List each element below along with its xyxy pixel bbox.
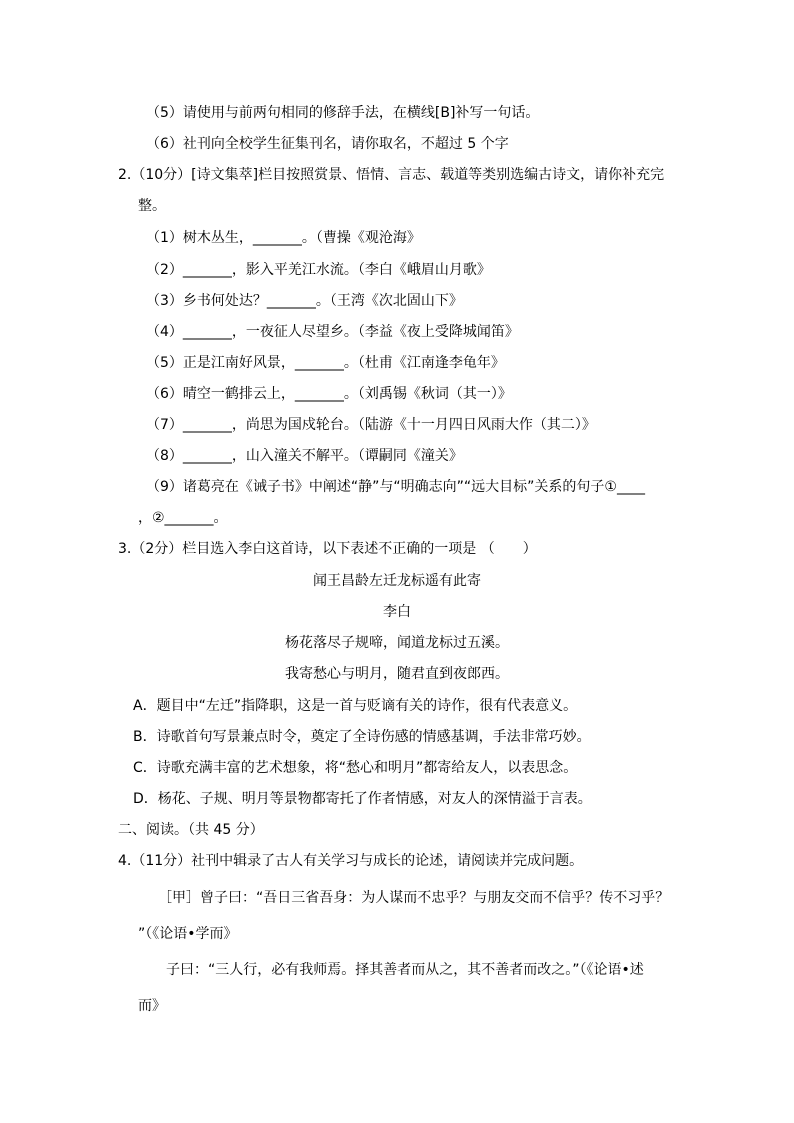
section-heading-reading: 二、阅读。（共 45 分） bbox=[118, 822, 264, 838]
poem-line-1: 杨花落尽子规啼，闻道龙标过五溪。 bbox=[285, 635, 509, 651]
poem-line-2: 我寄愁心与明月，随君直到夜郎西。 bbox=[285, 666, 509, 682]
q1-item-5: （5）请使用与前两句相同的修辞手法，在横线[B]补写一句话。 bbox=[146, 105, 540, 121]
q2-heading: 2.（10分）[诗文集萃]栏目按照赏景、悟情、言志、载道等类别选编古诗文，请你补充完 bbox=[118, 167, 665, 183]
q3-option-a: A．题目中“左迁”指降职，这是一首与贬谪有关的诗作，很有代表意义。 bbox=[133, 698, 578, 714]
q2-item-4: （4）_______，一夜征人尽望乡。（李益《夜上受降城闻笛》 bbox=[146, 324, 519, 340]
q2-item-7: （7）_______，尚思为国戍轮台。（陆游《十一月四日风雨大作（其二）》 bbox=[146, 417, 596, 433]
q4-heading: 4.（11分）社刊中辑录了古人有关学习与成长的论述，请阅读并完成问题。 bbox=[118, 853, 584, 869]
q2-item-9-continued: ，②_______。 bbox=[138, 510, 228, 526]
q2-item-3: （3）乡书何处达？_______。（王湾《次北固山下》 bbox=[146, 293, 463, 309]
q4-passage-1-continued: ”（《论语•学而》 bbox=[138, 926, 238, 942]
q2-item-9: （9）诸葛亮在《诫子书》中阐述“静”与“明确志向”“远大目标”关系的句子①____ bbox=[146, 479, 645, 495]
q3-heading: 3.（2分）栏目选入李白这首诗，以下表述不正确的一项是 （ ） bbox=[118, 541, 537, 557]
q4-passage-1: ［甲］曾子曰：“吾日三省吾身：为人谋而不忠乎？与朋友交而不信乎？传不习乎？ bbox=[158, 890, 670, 906]
q2-heading-continued: 整。 bbox=[138, 198, 166, 214]
poem-author: 李白 bbox=[383, 604, 411, 620]
q2-item-5: （5）正是江南好风景，_______。（杜甫《江南逢李龟年》 bbox=[146, 355, 505, 371]
poem-title: 闻王昌龄左迁龙标遥有此寄 bbox=[313, 573, 481, 589]
q2-item-1: （1）树木丛生，_______。（曹操《观沧海》 bbox=[146, 230, 421, 246]
q3-option-d: D．杨花、子规、明月等景物都寄托了作者情感，对友人的深情溢于言表。 bbox=[133, 791, 592, 807]
q3-option-b: B．诗歌首句写景兼点时令，奠定了全诗伤感的情感基调，手法非常巧妙。 bbox=[133, 729, 591, 745]
q3-option-c: C．诗歌充满丰富的艺术想象，将“愁心和明月”都寄给友人，以表思念。 bbox=[133, 760, 578, 776]
q2-item-6: （6）晴空一鹤排云上，_______。（刘禹锡《秋词（其一）》 bbox=[146, 386, 512, 402]
q2-item-2: （2）_______，影入平羌江水流。（李白《峨眉山月歌》 bbox=[146, 262, 491, 278]
q4-passage-2: 子曰：“三人行，必有我师焉。择其善者而从之，其不善者而改之。”（《论语•述 bbox=[166, 962, 644, 978]
q1-item-6: （6）社刊向全校学生征集刊名，请你取名，不超过 5 个字 bbox=[146, 136, 509, 152]
q2-item-8: （8）_______，山入潼关不解平。（谭嗣同《潼关》 bbox=[146, 448, 463, 464]
q4-passage-2-continued: 而》 bbox=[138, 998, 166, 1014]
